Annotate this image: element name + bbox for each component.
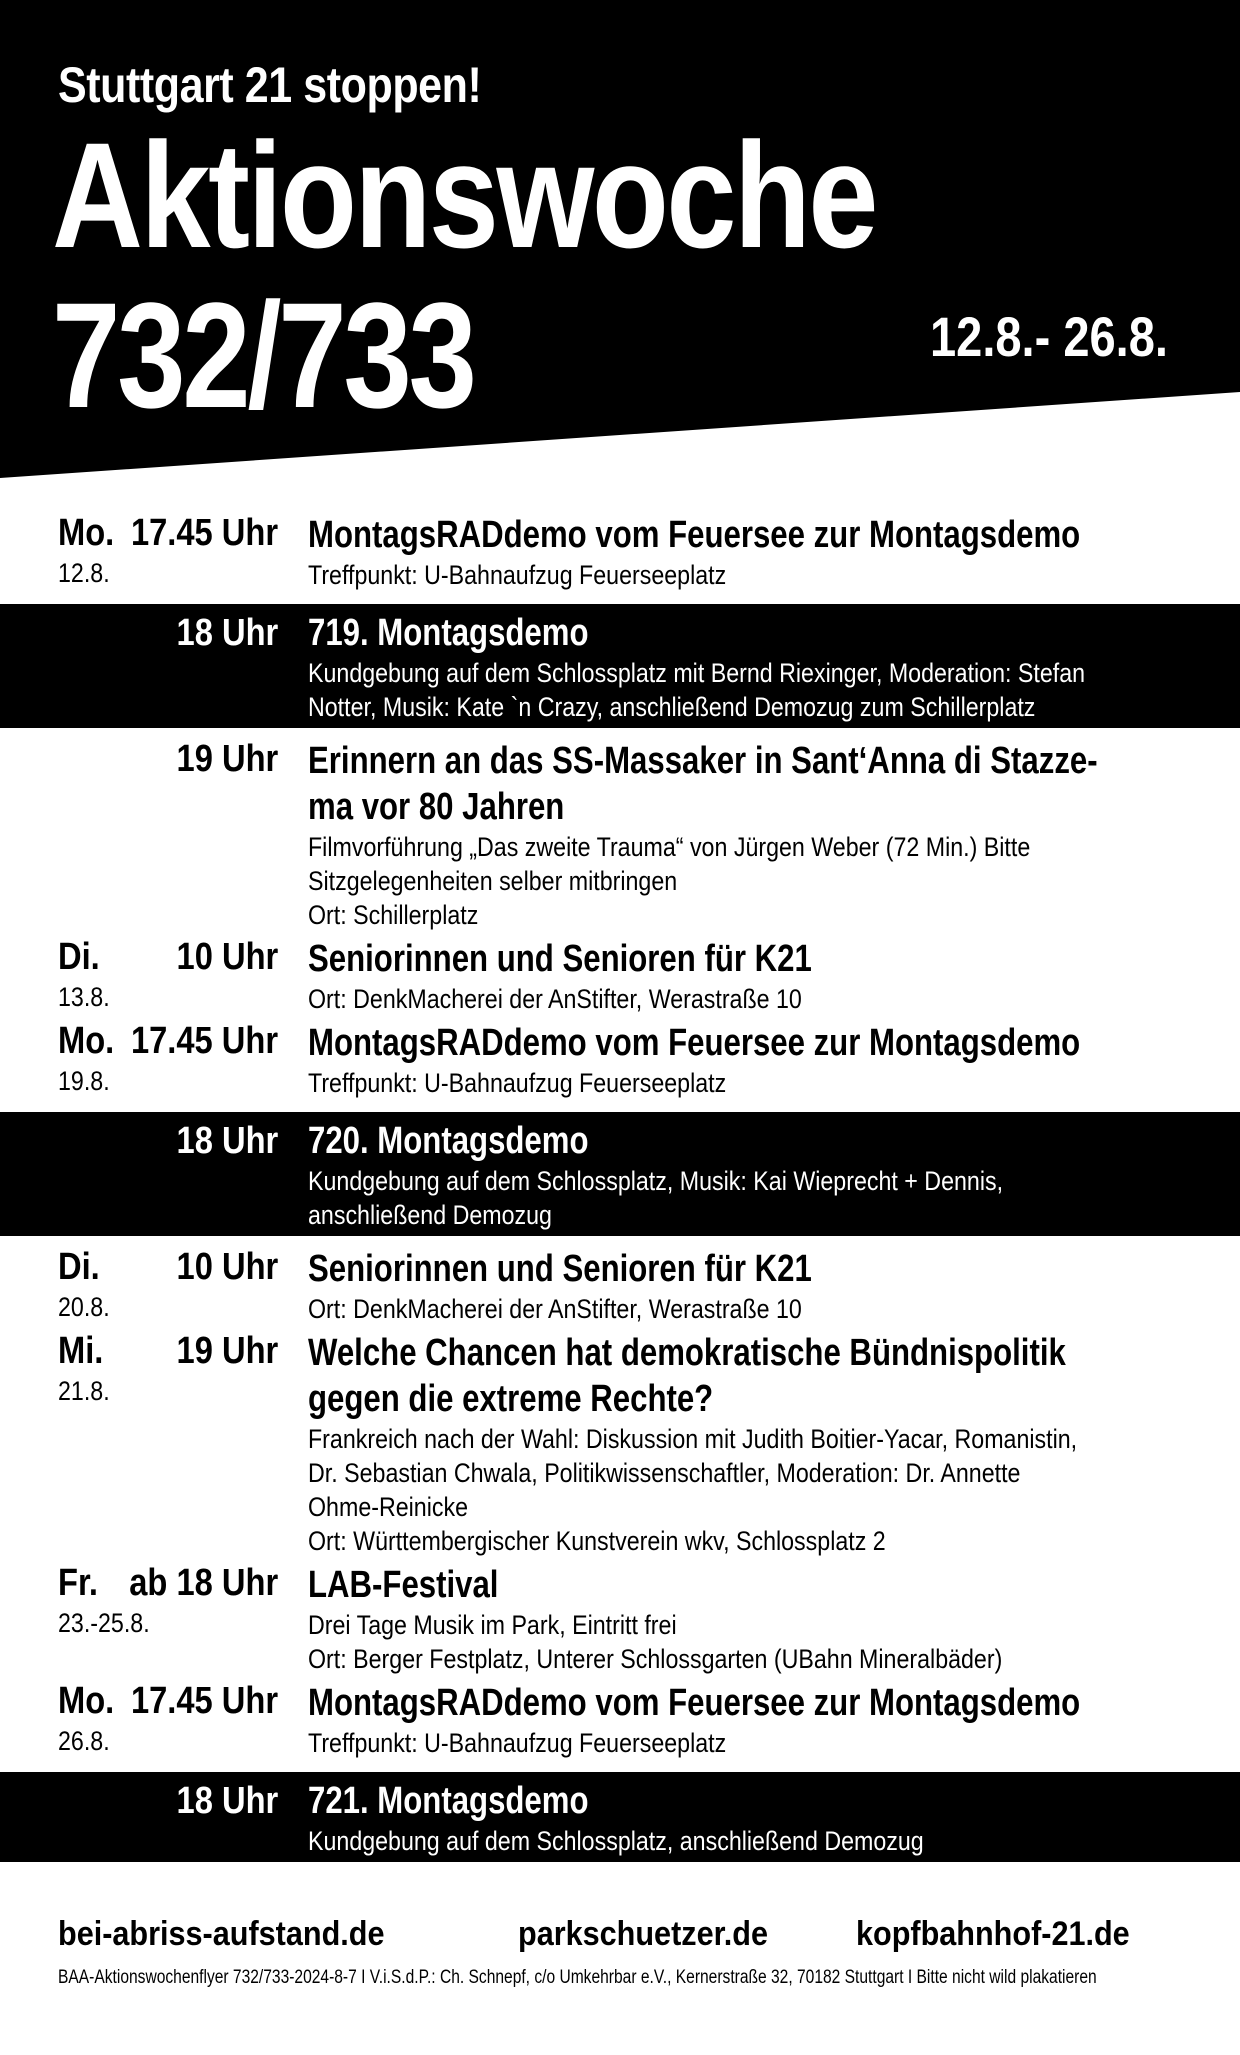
event-title-line: 721. Montagsdemo [308,1780,589,1822]
event-title-line: Erinnern an das SS-Massaker in Sant‘Anna di Stazze- [308,740,1098,782]
event-description [308,1066,1186,1100]
event-row [0,1678,1240,1762]
event-description-line: Filmvorführung „Das zweite Trauma“ von Jürgen Weber (72 Min.) Bitte [308,832,1031,862]
event-title [308,512,1188,558]
event-description-line: Kundgebung auf dem Schlossplatz, anschließend Demozug [308,1826,924,1856]
event-row [0,736,1240,934]
event-description [308,558,1186,592]
event-date: 20.8. [58,1292,110,1322]
event-time: 18 Uhr [176,1780,278,1822]
event-description [308,1292,1186,1326]
event-content [308,512,1188,592]
event-time: 18 Uhr [176,612,278,654]
header-dates: 12.8.- 26.8. [930,305,1168,368]
event-content [308,1778,1188,1858]
event-date: 23.-25.8. [58,1608,150,1638]
event-title [308,1020,1188,1066]
event-description-line: Ort: Berger Festplatz, Unterer Schlossgarten (UBahn Mineralbäder) [308,1644,1003,1674]
event-program [0,510,1240,1870]
event-time: 19 Uhr [176,738,278,780]
event-content [308,1020,1188,1100]
event-title-line: LAB-Festival [308,1564,499,1606]
event-row [0,510,1240,594]
event-description-line: Sitzgelegenheiten selber mitbringen [308,866,678,896]
event-description-line: Kundgebung auf dem Schlossplatz mit Bernd Riexinger, Moderation: Stefan [308,658,1086,688]
event-date: 21.8. [58,1376,110,1406]
event-description-line: anschließend Demozug [308,1200,552,1230]
event-title [308,1562,1188,1608]
event-time: 18 Uhr [176,1120,278,1162]
event-row [0,1328,1240,1560]
event-title [308,1246,1188,1292]
event-content [308,1562,1188,1676]
event-time: ab 18 Uhr [129,1562,278,1604]
event-row [0,934,1240,1018]
event-title-line: gegen die extreme Rechte? [308,1378,714,1420]
event-description [308,1422,1186,1558]
event-description-line: Ort: Württembergischer Kunstverein wkv, Schlossplatz 2 [308,1526,886,1556]
event-description [308,656,1186,724]
event-row [0,1018,1240,1102]
header-number: 732/733 [52,271,474,439]
event-title [308,936,1188,982]
event-title-line: 720. Montagsdemo [308,1120,589,1162]
event-row-highlight [0,1112,1240,1236]
event-time: 10 Uhr [176,1246,278,1288]
event-day: Fr. [58,1562,98,1604]
event-description-line: Dr. Sebastian Chwala, Politikwissenschaftler, Moderation: Dr. Annette [308,1458,1021,1488]
link-parkschuetzer[interactable]: parkschuetzer.de [518,1915,769,1953]
link-bei-abriss-aufstand[interactable]: bei-abriss-aufstand.de [58,1915,385,1953]
event-description-line: Ort: DenkMacherei der AnStifter, Werastraße 10 [308,1294,802,1324]
event-description-line: Treffpunkt: U-Bahnaufzug Feuerseeplatz [308,1068,727,1098]
event-row [0,1244,1240,1328]
event-description [308,982,1186,1016]
event-title-line: Welche Chancen hat demokratische Bündnispolitik [308,1332,1066,1374]
event-title-line: MontagsRADdemo vom Feuersee zur Montagsdemo [308,1022,1081,1064]
event-description-line: Ort: DenkMacherei der AnStifter, Werastraße 10 [308,984,802,1014]
event-day: Di. [58,936,100,978]
event-description [308,830,1186,932]
footer [0,1915,1240,1988]
event-time: 10 Uhr [176,936,278,978]
event-description-line: Treffpunkt: U-Bahnaufzug Feuerseeplatz [308,560,727,590]
event-description [308,1608,1186,1676]
event-day: Mi. [58,1330,104,1372]
event-title [308,1118,1188,1164]
header-title: Aktionswoche [52,111,876,279]
event-title-line: ma vor 80 Jahren [308,786,565,828]
event-time: 17.45 Uhr [130,512,278,554]
event-day: Di. [58,1246,100,1288]
event-date: 13.8. [58,982,110,1012]
event-title-line: Seniorinnen und Senioren für K21 [308,938,812,980]
event-description-line: Ort: Schillerplatz [308,900,479,930]
event-row-highlight [0,1772,1240,1862]
event-content [308,1246,1188,1326]
event-time: 19 Uhr [176,1330,278,1372]
event-content [308,1118,1188,1232]
event-title-line: MontagsRADdemo vom Feuersee zur Montagsdemo [308,514,1081,556]
event-day: Mo. [58,512,115,554]
footer-links [0,1915,1240,1965]
event-content [308,936,1188,1016]
event-row-highlight [0,604,1240,728]
event-title [308,1680,1188,1726]
event-description-line: Kundgebung auf dem Schlossplatz, Musik: Kai Wieprecht + Dennis, [308,1166,1004,1196]
event-time: 17.45 Uhr [130,1680,278,1722]
event-content [308,610,1188,724]
event-description [308,1726,1186,1760]
link-kopfbahnhof-21[interactable]: kopfbahnhof-21.de [856,1915,1130,1953]
header-banner [0,0,1240,480]
event-title [308,1778,1188,1824]
event-description [308,1164,1186,1232]
event-content [308,1330,1188,1558]
event-description-line: Ohme-Reinicke [308,1492,469,1522]
event-title [308,1330,1188,1422]
event-description-line: Notter, Musik: Kate `n Crazy, anschließend Demozug zum Schillerplatz [308,692,1036,722]
event-description-line: Frankreich nach der Wahl: Diskussion mit Judith Boitier-Yacar, Romanistin, [308,1424,1078,1454]
event-title-line: MontagsRADdemo vom Feuersee zur Montagsdemo [308,1682,1081,1724]
header-subtitle: Stuttgart 21 stoppen! [58,57,482,113]
event-description [308,1824,1186,1858]
event-row [0,1560,1240,1678]
event-description-line: Treffpunkt: U-Bahnaufzug Feuerseeplatz [308,1728,727,1758]
event-time: 17.45 Uhr [130,1020,278,1062]
event-content [308,738,1188,932]
event-title [308,738,1188,830]
event-title-line: 719. Montagsdemo [308,612,589,654]
event-description-line: Drei Tage Musik im Park, Eintritt frei [308,1610,677,1640]
imprint-text: BAA-Aktionswochenflyer 732/733-2024-8-7 I V.i.S.d.P.: Ch. Schnepf, c/o Umkehrbar e.V., Kernerstraße 32, 70182 Stuttgart I Bitte nicht wild plakatieren [58,1967,1097,1988]
event-date: 26.8. [58,1726,110,1756]
event-content [308,1680,1188,1760]
event-title [308,610,1188,656]
event-title-line: Seniorinnen und Senioren für K21 [308,1248,812,1290]
event-day: Mo. [58,1680,115,1722]
event-date: 19.8. [58,1066,110,1096]
event-date: 12.8. [58,558,110,588]
event-day: Mo. [58,1020,115,1062]
